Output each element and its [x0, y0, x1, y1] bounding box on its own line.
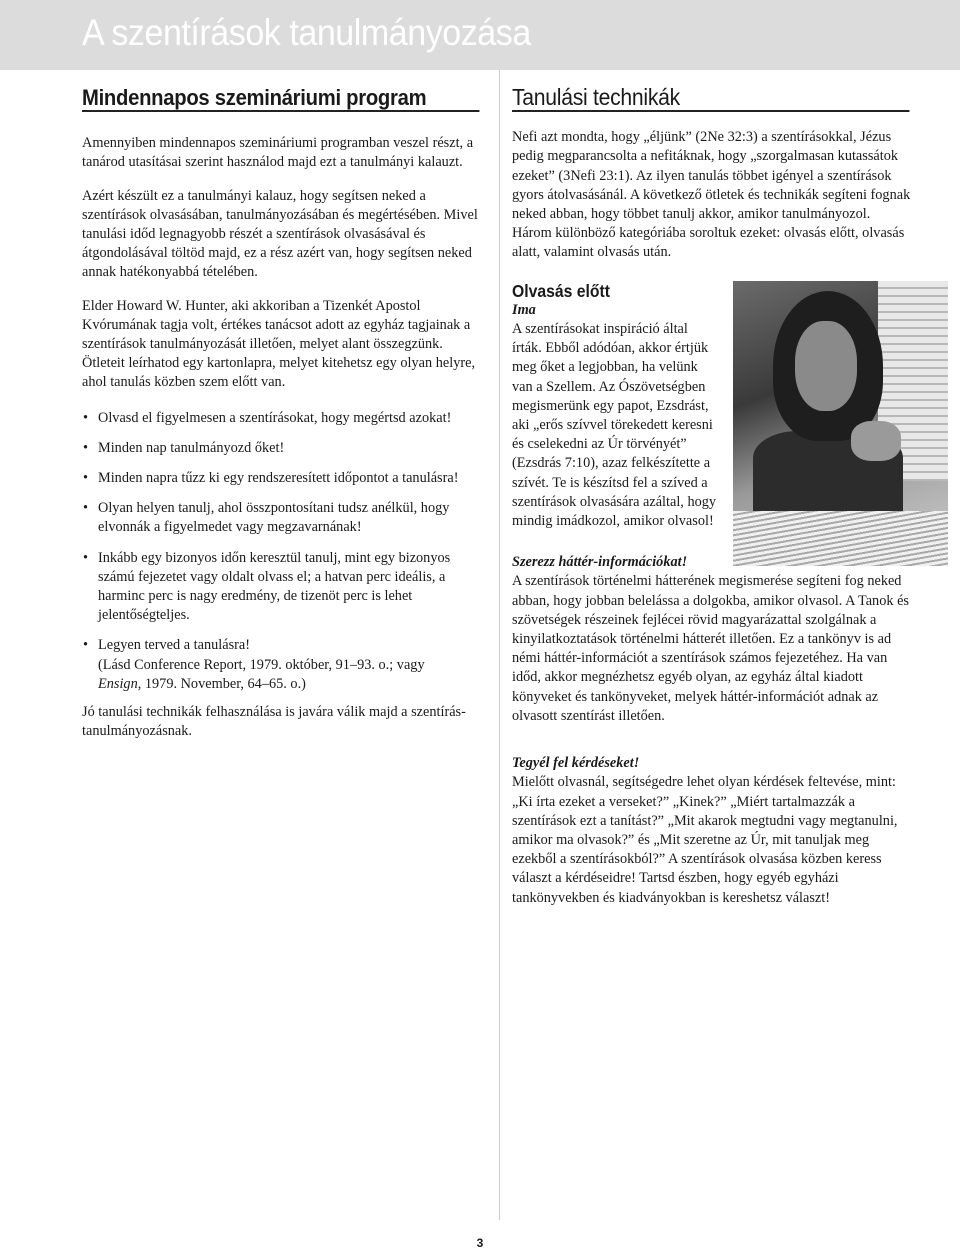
- advice-list: [82, 409, 482, 694]
- ima-text: A szentírásokat inspiráció által írták. Ebből adódóan, akkor értjük meg őket a legjobban, ha velünk van a Szellem. Az Ószövetségben megismerünk egy papot, Ezsdrást, aki „erős szívvel törekedett keresni és cselekedni az Úr törvényét” (Ezsdrás 7:10), azaz felkészítette a szívét. Te is készítsd fel a szíved a szentírások olvasására azáltal, hogy mindig imádkozol, amikor olvasol!: [512, 321, 717, 530]
- right-heading: Tanulási technikák: [512, 88, 909, 112]
- reference-a: (Lásd Conference Report, 1979. október, 91–93. o.; vagy: [98, 656, 425, 673]
- list-item: • Olvasd el figyelmesen a szentírásokat, hogy megértsd azokat!: [82, 409, 482, 428]
- section-heading: Olvasás előtt: [512, 280, 611, 301]
- left-closing: Jó tanulási technikák felhasználása is javára válik majd a szentírás-tanulmányozásnak.: [82, 704, 466, 740]
- hatter-text: A szentírások történelmi hátterének megismerése segíteni fog neked abban, hogy jobban belelássa a dolgokba, amikor olvasol. A Tanok és szövetségek részeinek fejlécei rövid magyarázattal szolgálnak a kinyilatkoztatások történelmi hátterét illetően. Ez a tankönyv is ad némi háttér-információt a szentírások számos fejezetéhez. Ha van időd, akkor megnézhetsz egyéb olyan, az egyház által kiadott könyveket és tankönyveket, melyek háttér-információt adnak az olvasott szentírást illetően.: [512, 573, 909, 724]
- kerdes-text: Mielőtt olvasnál, segítségedre lehet olyan kérdések feltevése, mint: „Ki írta ezeket a verseket?” „Kinek?” „Miért tartalmazzák a szentírások ezt a tanítást?” „Mit akarok megtudni vagy megtanulni, amikor ma olvasok?” és „Mit szeretne az Úr, mit tanuljak meg ezekből a szentírásokból?” A szentírások olvasása közben keress választ a kérdéseidre! Tartsd észben, hogy egyéb egyházi tankönyvekben és kiadványokban is kereshetsz választ!: [512, 774, 898, 906]
- header-band: [0, 0, 960, 70]
- list-item: • Minden nap tanulmányozd őket!: [82, 439, 482, 458]
- kerdes-title: Tegyél fel kérdéseket!: [512, 755, 640, 772]
- photo-face: [795, 321, 857, 411]
- left-paragraph-3: Elder Howard W. Hunter, aki akkoriban a Tizenkét Apostol Kvórumának tagja volt, értékes tanácsot adott az egyház tagjainak a szentírások tanulmányozását illetően, melyet alant összegzünk. Ötleteit leírhatod egy kartonlapra, melyet kitehetsz egy olyan helyre, ahol tanulás közben szem előtt van.: [82, 297, 476, 391]
- list-item-main: Legyen terved a tanulásra!: [98, 637, 251, 654]
- column-divider: [499, 70, 500, 1220]
- list-item: • Inkább egy bizonyos időn keresztül tanulj, mint egy bizonyos számú fejezetet vagy oldalt olvass el; a hatvan perc ideális, a harminc perc is nagy eredmény, de tizenöt perc is lehet jelentőségteljes.: [82, 549, 482, 626]
- list-item: • Olyan helyen tanulj, ahol összpontosítani tudsz anélkül, hogy elvonnák a figyelmedet vagy megzavarnának!: [82, 499, 482, 537]
- right-intro: Nefi azt mondta, hogy „éljünk” (2Ne 32:3) a szentírásokkal, Jézus pedig megparancsolta a nefitáknak, hogy „szorgalmasan kutassátok ezeket” (3Nefi 23:1). Az ilyen tanulás többet igényel a szentírások gyors átolvasásánál. A következő ötletek és technikák segíteni fognak neked abban, hogy többet tanulj akkor, amikor tanulmányozol. Három különböző kategóriába soroltuk ezeket: olvasás előtt, olvasás alatt, valamint olvasás után.: [512, 129, 911, 261]
- list-item: • Minden napra tűzz ki egy rendszeresített időpontot a tanulásra!: [82, 469, 482, 488]
- left-column: [82, 85, 482, 741]
- list-item: [82, 636, 482, 694]
- hatter-title: Szerezz háttér-információkat!: [512, 554, 688, 571]
- reference-ensign: Ensign: [98, 675, 138, 692]
- photo-book: [733, 511, 948, 566]
- page-title: A szentírások tanulmányozása: [82, 12, 531, 53]
- reference-b: , 1979. November, 64–65. o.): [137, 675, 306, 692]
- photo-hands: [851, 421, 901, 461]
- page-number: 3: [476, 1236, 484, 1250]
- left-paragraph-1: Amennyiben mindennapos szemináriumi programban veszel részt, a tanárod utasításai szerint használod majd ezt a tanulmányi kalauzt.: [82, 135, 474, 171]
- ima-title: Ima: [512, 301, 536, 318]
- praying-girl-photo: [733, 281, 948, 566]
- left-heading: Mindennapos szemináriumi program: [82, 88, 479, 112]
- left-paragraph-2: Azért készült ez a tanulmányi kalauz, hogy segítsen neked a szentírások olvasásában, tanulmányozásában és megértésében. Mivel tanulási időd legnagyobb részét a szentírások olvasásával és átgondolásával töltöd majd, ez a rész azért van, hogy segítsen neked annak hatékonyabbá tételében.: [82, 187, 478, 281]
